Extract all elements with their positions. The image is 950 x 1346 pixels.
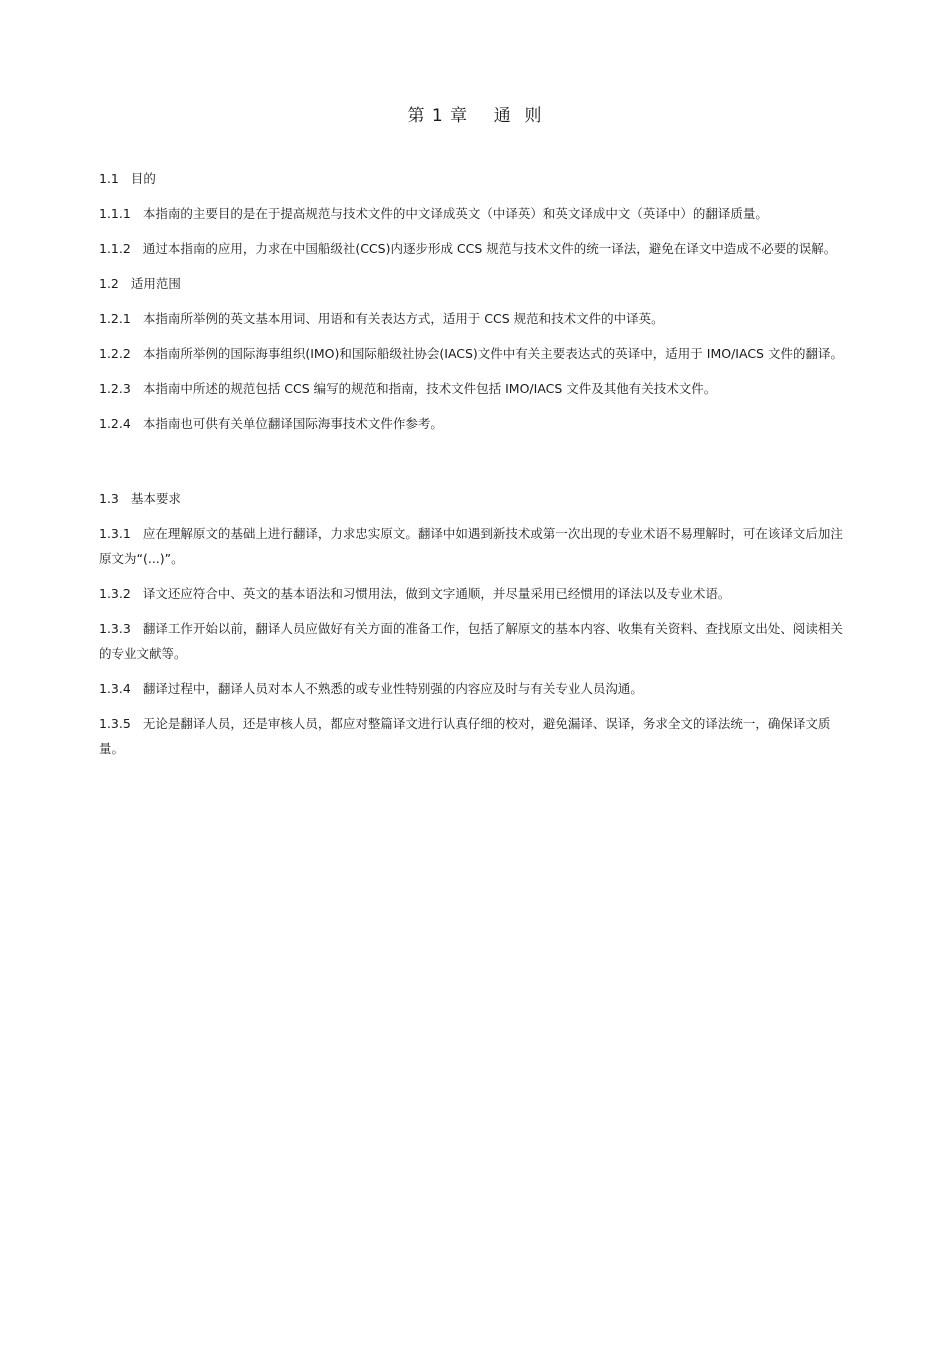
clause-number: 1.2.2 <box>99 346 131 361</box>
paragraph <box>99 676 855 701</box>
section-heading <box>99 166 855 191</box>
section-heading <box>99 486 855 511</box>
clause-number: 1.2.1 <box>99 311 131 326</box>
section-spacer <box>99 446 855 486</box>
paragraph <box>99 616 855 666</box>
clause-text: 通过本指南的应用，力求在中国船级社(CCS)内逐步形成 CCS 规范与技术文件的统一译法，避免在译文中造成不必要的误解。 <box>142 241 837 256</box>
clause-number: 1.3.4 <box>99 681 131 696</box>
paragraph <box>99 201 855 226</box>
paragraph <box>99 376 855 401</box>
clause-text: 本指南也可供有关单位翻译国际海事技术文件作参考。 <box>142 416 443 431</box>
section-number: 1.3 <box>99 491 119 506</box>
section-title: 适用范围 <box>130 276 181 291</box>
clause-text: 翻译过程中，翻译人员对本人不熟悉的或专业性特别强的内容应及时与有关专业人员沟通。 <box>142 681 643 696</box>
clause-text: 翻译工作开始以前，翻译人员应做好有关方面的准备工作，包括了解原文的基本内容、收集有关资料、查找原文出处、阅读相关的专业文献等。 <box>99 621 843 661</box>
clause-text: 本指南所举例的英文基本用词、用语和有关表达方式，适用于 CCS 规范和技术文件的中译英。 <box>142 311 664 326</box>
chapter-title: 第 1 章 通 则 <box>407 106 543 126</box>
paragraph <box>99 581 855 606</box>
clause-number: 1.3.5 <box>99 716 131 731</box>
clause-number: 1.3.2 <box>99 586 131 601</box>
clause-number: 1.1.2 <box>99 241 131 256</box>
clause-number: 1.3.1 <box>99 526 131 541</box>
section-number: 1.1 <box>99 171 119 186</box>
clause-number: 1.2.4 <box>99 416 131 431</box>
paragraph <box>99 341 855 366</box>
clause-text: 无论是翻译人员，还是审核人员，都应对整篇译文进行认真仔细的校对，避免漏译、误译，务求全文的译法统一，确保译文质量。 <box>99 716 831 756</box>
clause-text: 本指南所举例的国际海事组织(IMO)和国际船级社协会(IACS)文件中有关主要表达式的英译中，适用于 IMO/IACS 文件的翻译。 <box>142 346 843 361</box>
clause-text: 应在理解原文的基础上进行翻译，力求忠实原文。翻译中如遇到新技术或第一次出现的专业术语不易理解时，可在该译文后加注原文为“(...)”。 <box>99 526 843 566</box>
section-title: 基本要求 <box>130 491 181 506</box>
section-number: 1.2 <box>99 276 119 291</box>
clause-text: 本指南的主要目的是在于提高规范与技术文件的中文译成英文（中译英）和英文译成中文（英译中）的翻译质量。 <box>142 206 768 221</box>
section-title: 目的 <box>130 171 156 186</box>
clause-number: 1.1.1 <box>99 206 131 221</box>
paragraph <box>99 306 855 331</box>
document-body <box>99 166 855 771</box>
paragraph <box>99 236 855 261</box>
clause-number: 1.3.3 <box>99 621 131 636</box>
paragraph <box>99 521 855 571</box>
paragraph <box>99 711 855 761</box>
clause-text: 本指南中所述的规范包括 CCS 编写的规范和指南，技术文件包括 IMO/IACS 文件及其他有关技术文件。 <box>142 381 717 396</box>
clause-number: 1.2.3 <box>99 381 131 396</box>
clause-text: 译文还应符合中、英文的基本语法和习惯用法，做到文字通顺，并尽量采用已经惯用的译法以及专业术语。 <box>142 586 731 601</box>
section-heading <box>99 271 855 296</box>
paragraph <box>99 411 855 436</box>
